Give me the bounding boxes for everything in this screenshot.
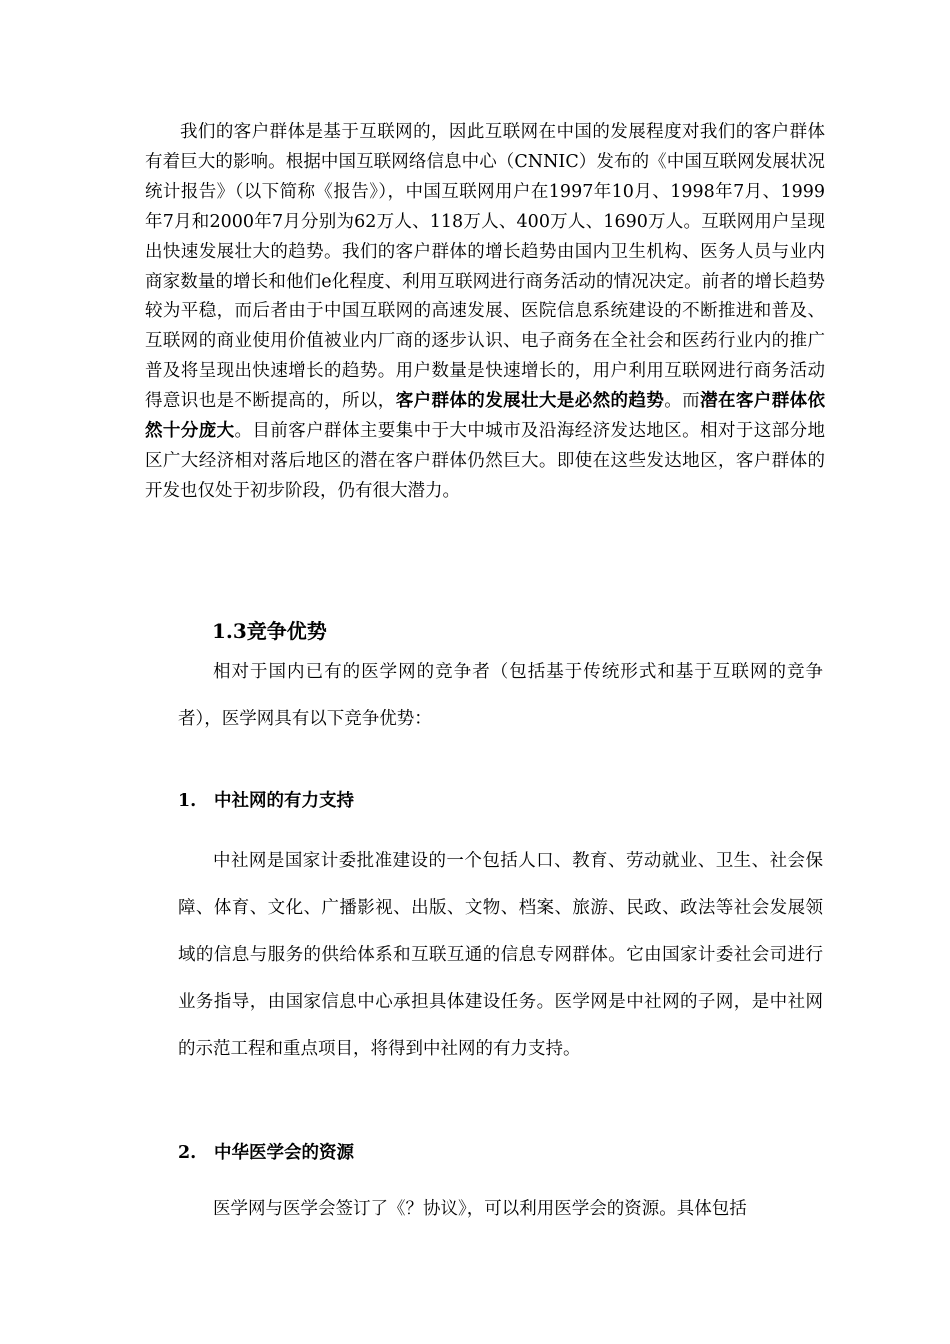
list-item-2-number: 2. xyxy=(178,1143,197,1163)
intro-text-c: 。目前客户群体主要集中于大中城市及沿海经济发达地区。相对于这部分地区广大经济相对落后地区的潜在客户群体仍然巨大。即使在这些发达地区，客户群体的开发也仅处于初步阶段，仍有很大潜力。 xyxy=(145,421,826,501)
list-item-1 xyxy=(178,786,354,816)
intro-text-b: 。而 xyxy=(664,391,701,412)
intro-bold-b: 潜在客户群体依然十分庞大 xyxy=(145,391,826,442)
list-item-2-title: 中华医学会的资源 xyxy=(214,1143,354,1163)
list-item-1-title: 中社网的有力支持 xyxy=(214,791,354,811)
section-paragraph-1: 相对于国内已有的医学网的竞争者（包括基于传统形式和基于互联网的竞争者），医学网具有以下竞争优势： xyxy=(178,662,823,729)
list-item-2 xyxy=(178,1138,354,1168)
section-paragraph-2: 中社网是国家计委批准建设的一个包括人口、教育、劳动就业、卫生、社会保障、体育、文化、广播影视、出版、文物、档案、旅游、民政、政法等社会发展领域的信息与服务的供给体系和互联互通的信息专网群体。它由国家计委社会司进行业务指导，由国家信息中心承担具体建设任务。医学网是中社网的子网，是中社网的示范工程和重点项目，将得到中社网的有力支持。 xyxy=(178,851,823,1059)
intro-paragraph xyxy=(145,118,825,507)
intro-bold-a: 客户群体的发展壮大是必然的趋势 xyxy=(395,391,665,412)
section-heading: 1.3竞争优势 xyxy=(212,619,327,643)
section-paragraph-3: 医学网与医学会签订了《？协议》，可以利用医学会的资源。具体包括 xyxy=(213,1199,747,1219)
intro-text-a: 我们的客户群体是基于互联网的，因此互联网在中国的发展程度对我们的客户群体有着巨大的影响。根据中国互联网络信息中心（CNNIC）发布的《中国互联网发展状况统计报告》（以下简称《报告》），中国互联网用户在1997年10月、1998年7月、1999年7月和2000年7月分别为62万人、118万人、400万人、1690万人。互联网用户呈现出快速发展壮大的趋势。我们的客户群体的增长趋势由国内卫生机构、医务人员与业内商家数量的增长和他们e化程度、利用互联网进行商务活动的情况决定。前者的增长趋势较为平稳，而后者由于中国互联网的高速发展、医院信息系统建设的不断推进和普及、互联网的商业使用价值被业内厂商的逐步认识、电子商务在全社会和医药行业内的推广普及将呈现出快速增长的趋势。用户数量是快速增长的，用户利用互联网进行商务活动得意识也是不断提高的，所以， xyxy=(145,122,825,412)
list-item-1-number: 1. xyxy=(178,791,197,811)
